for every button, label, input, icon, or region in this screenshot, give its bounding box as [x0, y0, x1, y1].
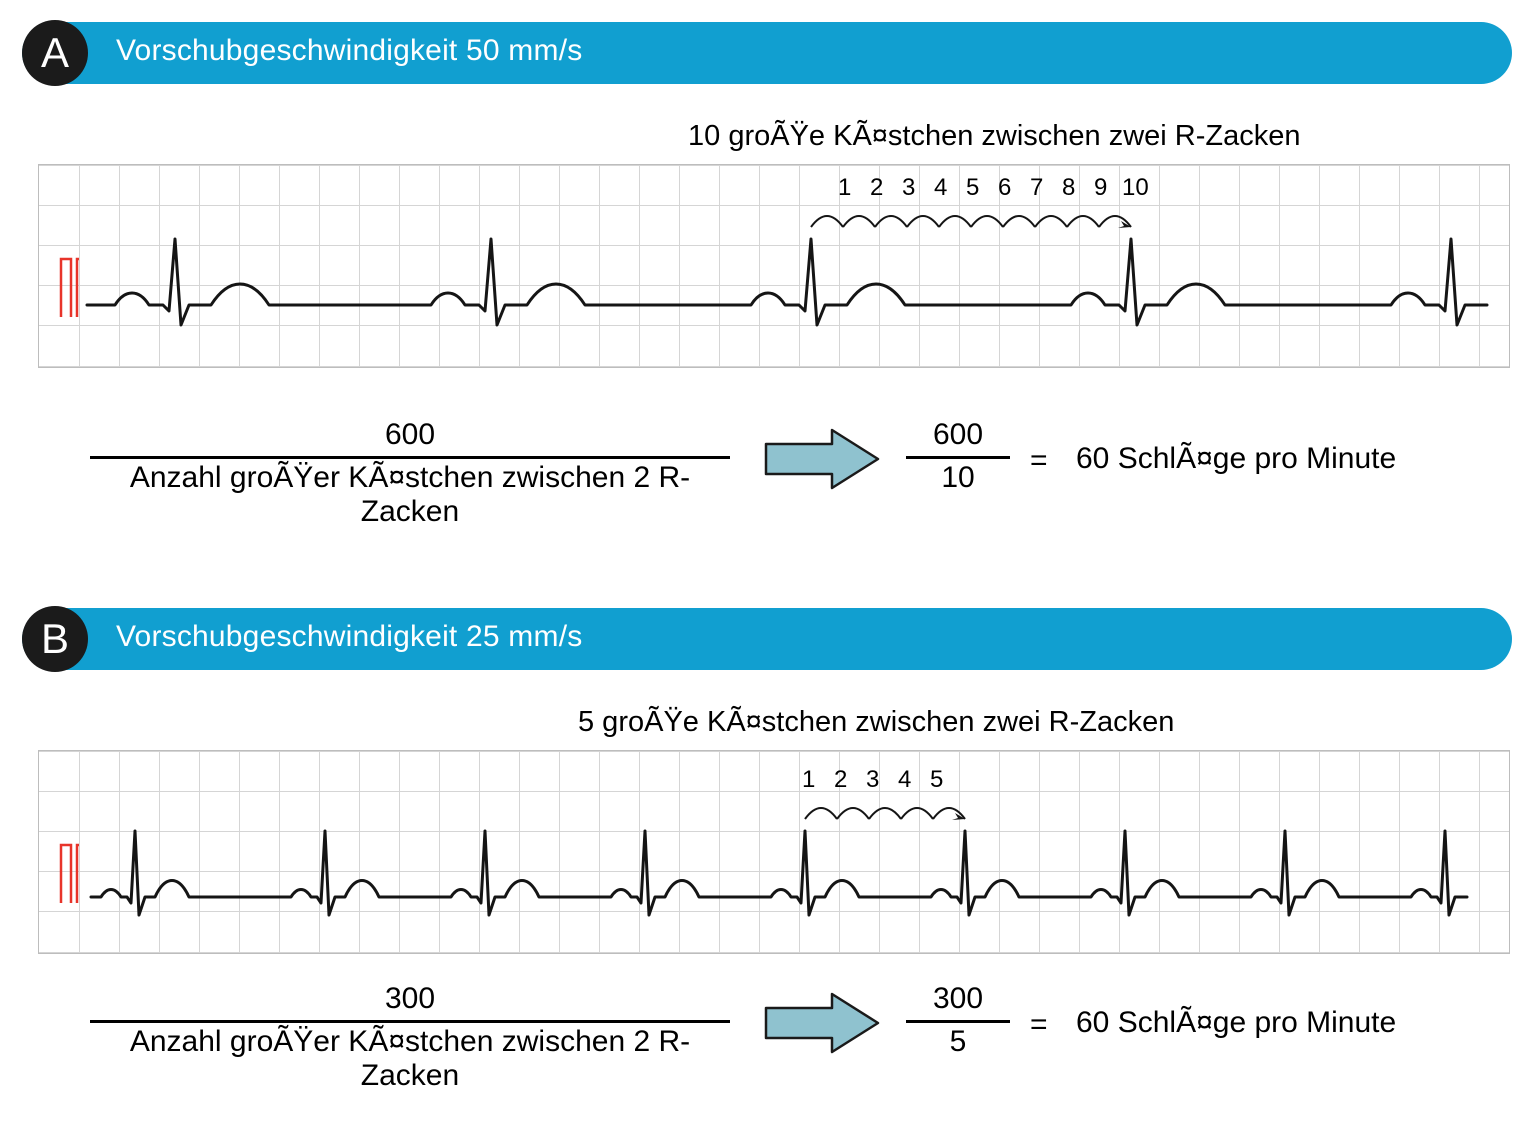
- count-label: 2: [834, 766, 848, 793]
- panel-b-formula: [90, 982, 730, 1093]
- count-label: 5: [930, 766, 944, 793]
- panel-a-formula: [90, 418, 730, 529]
- result-denominator: 10: [941, 461, 975, 494]
- count-label: 6: [998, 174, 1012, 201]
- formula-numerator: 300: [384, 982, 436, 1015]
- panel-b-strip-caption: 5 groÃŸe KÃ¤stchen zwischen zwei R-Zacken: [578, 706, 1175, 738]
- formula-denominator: Anzahl groÃŸer KÃ¤stchen zwischen 2 R-Zacken: [129, 1025, 691, 1092]
- formula-fraction-bar: [90, 1020, 730, 1023]
- formula-fraction-bar: [90, 456, 730, 459]
- panel-a-header-title: Vorschubgeschwindigkeit 50 mm/s: [116, 34, 583, 67]
- panel-a-result-text: 60 SchlÃ¤ge pro Minute: [1076, 442, 1397, 475]
- count-label: 4: [934, 174, 948, 201]
- count-label: 4: [898, 766, 912, 793]
- count-label: 1: [838, 174, 852, 201]
- panel-a-badge: A: [22, 20, 88, 86]
- count-label: 10: [1122, 174, 1149, 201]
- panel-b-header-title: Vorschubgeschwindigkeit 25 mm/s: [116, 620, 583, 653]
- panel-b-badge: B: [22, 606, 88, 672]
- count-label: 1: [802, 766, 816, 793]
- formula-denominator: Anzahl groÃŸer KÃ¤stchen zwischen 2 R-Zacken: [129, 461, 691, 528]
- result-fraction-bar: [906, 1020, 1010, 1023]
- count-label: 7: [1030, 174, 1044, 201]
- result-numerator: 300: [932, 982, 984, 1015]
- panel-a-result-fraction: [906, 418, 1010, 495]
- panel-b-arrow-icon: [764, 992, 882, 1059]
- count-label: 8: [1062, 174, 1076, 201]
- panel-a-equals-sign: =: [1030, 444, 1048, 477]
- count-label: 3: [866, 766, 880, 793]
- panel-a-strip-caption: 10 groÃŸe KÃ¤stchen zwischen zwei R-Zacken: [688, 120, 1301, 152]
- result-numerator: 600: [932, 418, 984, 451]
- result-fraction-bar: [906, 456, 1010, 459]
- result-denominator: 5: [949, 1025, 967, 1058]
- panel-b-ecg-strip: [38, 750, 1510, 954]
- count-label: 9: [1094, 174, 1108, 201]
- formula-numerator: 600: [384, 418, 436, 451]
- count-label: 5: [966, 174, 980, 201]
- count-label: 2: [870, 174, 884, 201]
- panel-a-ecg-strip: [38, 164, 1510, 368]
- panel-b-result-fraction: [906, 982, 1010, 1059]
- panel-b-equals-sign: =: [1030, 1008, 1048, 1041]
- panel-b-result-text: 60 SchlÃ¤ge pro Minute: [1076, 1006, 1397, 1039]
- panel-a-arrow-icon: [764, 428, 882, 495]
- count-label: 3: [902, 174, 916, 201]
